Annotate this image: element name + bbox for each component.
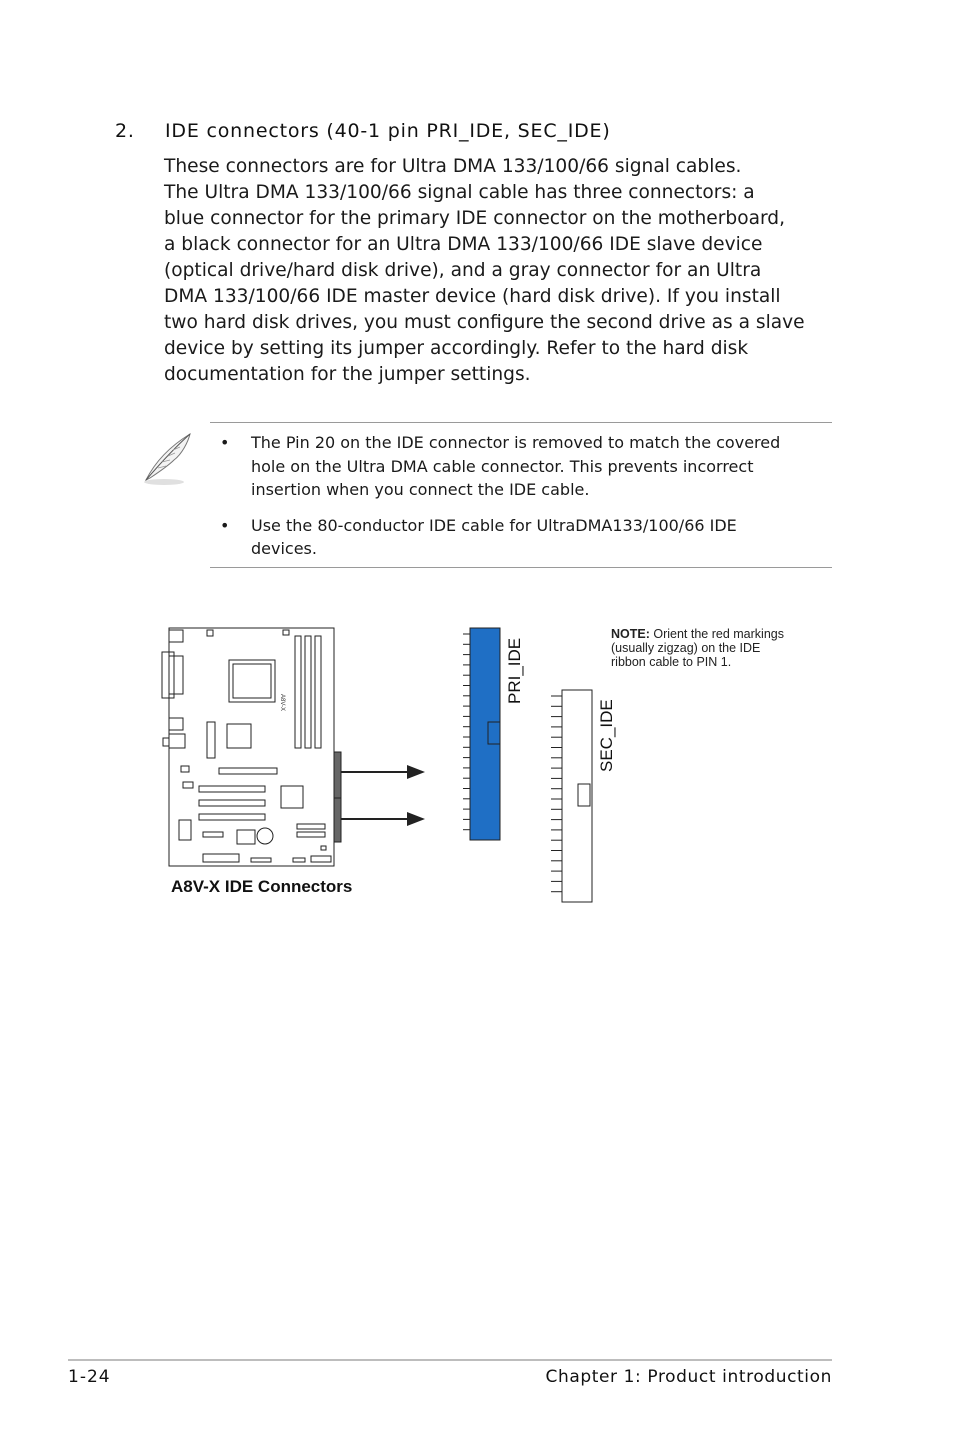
section-title: IDE connectors (40-1 pin PRI_IDE, SEC_IDE) — [165, 120, 611, 142]
motherboard-diagram — [155, 620, 435, 870]
board-sec-ide — [334, 798, 341, 842]
page-number: 1-24 — [68, 1367, 111, 1387]
sec-ide-body — [562, 690, 592, 902]
body-line: two hard disk drives, you must configure the second drive as a slave — [164, 312, 805, 333]
bullet: • — [220, 433, 230, 452]
pri-ide-body — [470, 628, 500, 840]
section-number: 2. — [115, 120, 135, 142]
body-line: documentation for the jumper settings. — [164, 364, 531, 385]
note-feather-icon — [138, 428, 200, 490]
note-line: The Pin 20 on the IDE connector is removed to match the covered — [251, 433, 781, 452]
figure-note-line: (usually zigzag) on the IDE — [611, 641, 761, 655]
footer-rule — [68, 1359, 832, 1361]
board-pri-ide — [334, 752, 341, 798]
note-line: insertion when you connect the IDE cable. — [251, 480, 590, 499]
figure-note — [611, 627, 826, 669]
note-list — [220, 431, 820, 573]
pri-ide-connector — [460, 626, 504, 842]
figure-note-prefix: NOTE: — [611, 627, 650, 641]
sec-ide-label: SEC_IDE — [597, 699, 616, 772]
figure-caption: A8V-X IDE Connectors — [171, 877, 353, 896]
note-line: Use the 80-conductor IDE cable for UltraDMA133/100/66 IDE — [251, 515, 737, 535]
figure-note-line: ribbon cable to PIN 1. — [611, 655, 732, 669]
note-top-rule — [210, 422, 832, 423]
section-heading — [115, 120, 611, 142]
body-line: blue connector for the primary IDE connector on the motherboard, — [164, 208, 785, 229]
note-item — [220, 431, 820, 502]
note-line: hole on the Ultra DMA cable connector. This prevents incorrect — [251, 456, 754, 476]
pri-ide-label: PRI_IDE — [505, 637, 524, 704]
note-line: devices. — [251, 539, 317, 558]
note-item — [220, 514, 820, 561]
chapter-title: Chapter 1: Product introduction — [545, 1367, 832, 1387]
body-line: a black connector for an Ultra DMA 133/100/66 IDE slave device — [164, 234, 763, 255]
figure-note-line: Orient the red markings — [649, 627, 784, 641]
body-line: DMA 133/100/66 IDE master device (hard disk drive). If you install — [164, 286, 781, 307]
sec-ide-connector — [548, 688, 596, 904]
body-line: (optical drive/hard disk drive), and a gray connector for an Ultra — [164, 260, 762, 281]
bullet: • — [220, 515, 230, 535]
body-line: device by setting its jumper accordingly. Refer to the hard disk — [164, 338, 749, 359]
body-line: These connectors are for Ultra DMA 133/100/66 signal cables. — [164, 156, 742, 177]
body-line: The Ultra DMA 133/100/66 signal cable has three connectors: a — [164, 182, 755, 203]
board-model-label: A8V-X — [279, 694, 285, 712]
body-paragraph — [164, 154, 824, 388]
